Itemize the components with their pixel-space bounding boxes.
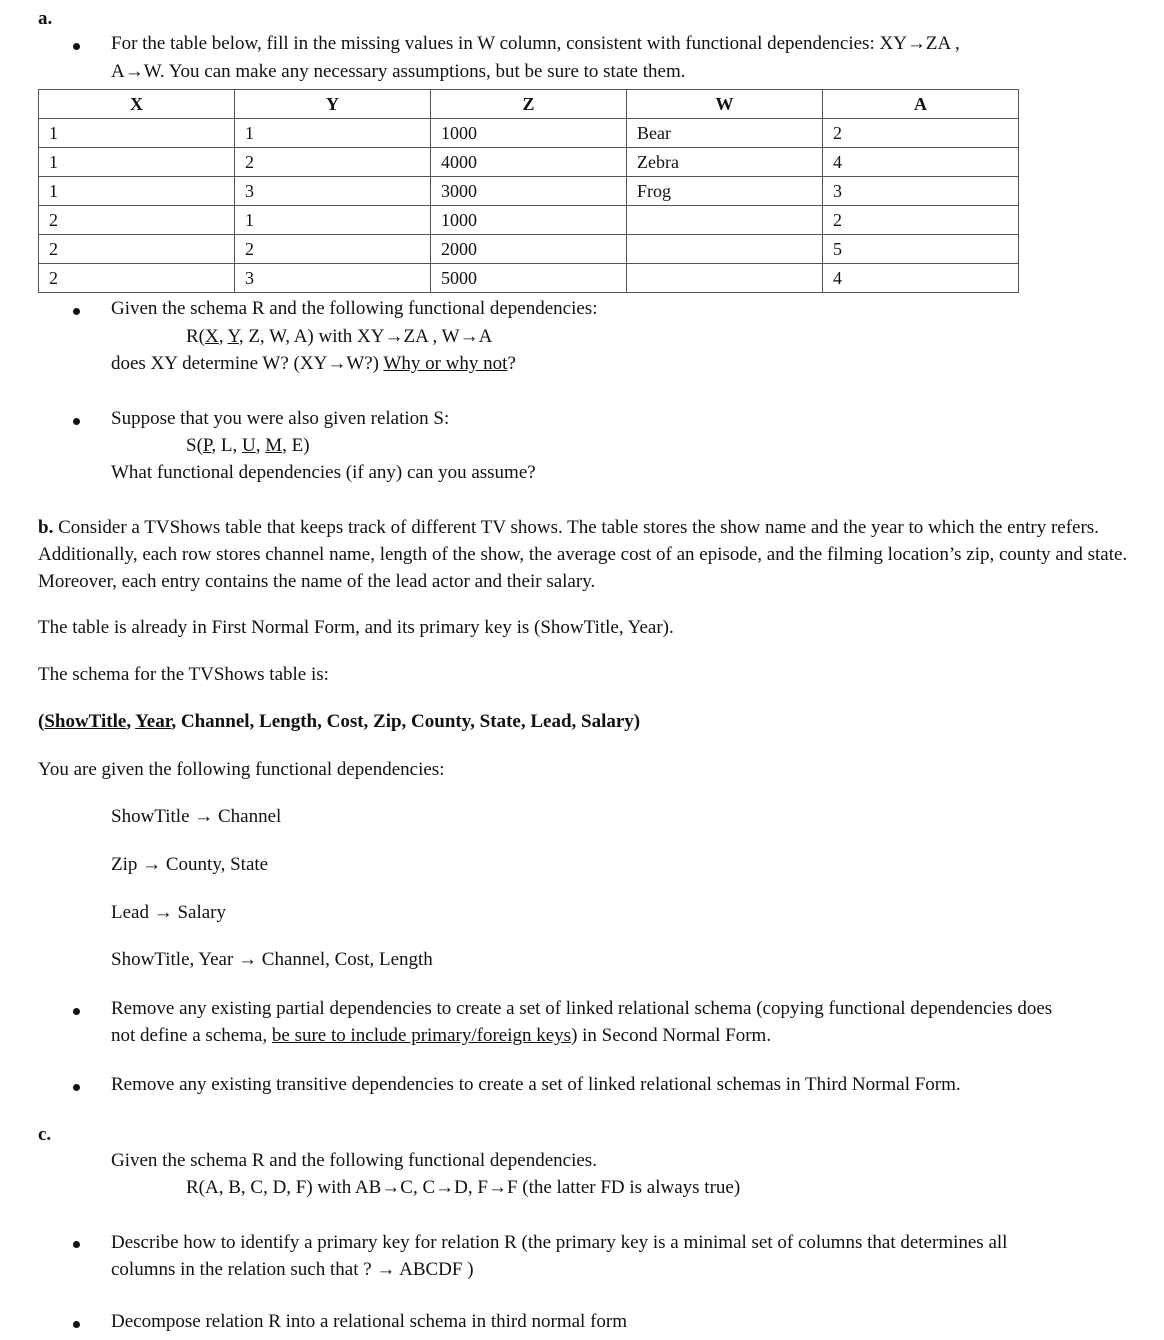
col-header-z: Z xyxy=(431,90,627,119)
c-schema: R(A, B, C, D, F) with AB→C, C→D, F→F (the latter FD is always true) xyxy=(186,1177,741,1198)
cell-x: 2 xyxy=(39,235,235,264)
schema-open: ( xyxy=(38,711,45,732)
schema-sep: , xyxy=(255,435,266,456)
schema-key-showtitle: ShowTitle xyxy=(44,711,127,732)
schema-prefix: S( xyxy=(186,435,203,456)
schema-prefix: R( xyxy=(186,326,205,347)
table-row xyxy=(39,264,1019,293)
table-header-row xyxy=(39,90,1019,119)
cell-z: 4000 xyxy=(431,148,627,177)
cell-x: 2 xyxy=(39,264,235,293)
cell-y: 2 xyxy=(235,235,431,264)
b-task1-line2 xyxy=(111,1025,771,1047)
col-header-x: X xyxy=(39,90,235,119)
a-bullet3-line1: Suppose that you were also given relation S: xyxy=(111,408,450,429)
schema-key-u: U xyxy=(241,435,256,456)
col-header-a: A xyxy=(823,90,1019,119)
why-or-why-not: Why or why not xyxy=(383,353,508,374)
cell-a: 2 xyxy=(823,206,1019,235)
cell-z: 5000 xyxy=(431,264,627,293)
b-fd-intro: You are given the following functional dependencies: xyxy=(38,759,445,780)
question-text: does XY determine W? (XY→W?) xyxy=(111,353,384,374)
cell-y: 1 xyxy=(235,119,431,148)
a-bullet3-line3: What functional dependencies (if any) can you assume? xyxy=(111,462,536,483)
cell-a: 5 xyxy=(823,235,1019,264)
c-task2: Decompose relation R into a relational schema in third normal form xyxy=(111,1311,628,1332)
bullet-icon xyxy=(73,43,80,50)
cell-x: 1 xyxy=(39,177,235,206)
schema-sep: , xyxy=(218,326,228,347)
question-mark: ? xyxy=(507,353,516,374)
bullet-icon xyxy=(73,1241,80,1248)
schema-key-x: X xyxy=(205,326,219,347)
cell-w: Zebra xyxy=(627,148,823,177)
cell-x: 2 xyxy=(39,206,235,235)
cell-x: 1 xyxy=(39,119,235,148)
cell-w xyxy=(627,264,823,293)
b-task1-line1: Remove any existing partial dependencies to create a set of linked relational schema (copying functional dependencies does xyxy=(111,998,1053,1019)
cell-z: 3000 xyxy=(431,177,627,206)
cell-w: Bear xyxy=(627,119,823,148)
bullet-icon xyxy=(73,418,80,425)
schema-rest: , Channel, Length, Cost, Zip, County, State, Lead, Salary) xyxy=(171,711,641,732)
cell-a: 4 xyxy=(823,264,1019,293)
task1-text: not define a schema, xyxy=(111,1025,272,1046)
schema-rest: , E) xyxy=(282,435,310,456)
cell-y: 3 xyxy=(235,177,431,206)
bullet-icon xyxy=(73,1008,80,1015)
table-row xyxy=(39,119,1019,148)
cell-x: 1 xyxy=(39,148,235,177)
a-bullet1-line1: For the table below, fill in the missing values in W column, consistent with functional dependencies: XY→ZA , xyxy=(111,33,960,54)
table-row xyxy=(39,235,1019,264)
data-table xyxy=(38,89,1019,293)
a-bullet2-line1: Given the schema R and the following functional dependencies: xyxy=(111,298,598,319)
col-header-y: Y xyxy=(235,90,431,119)
section-b-label: b. xyxy=(38,517,54,538)
c-given: Given the schema R and the following functional dependencies. xyxy=(111,1150,597,1171)
a-bullet2-question xyxy=(111,353,516,375)
table-row xyxy=(39,148,1019,177)
fd-item: ShowTitle, Year → Channel, Cost, Length xyxy=(111,949,433,970)
cell-a: 2 xyxy=(823,119,1019,148)
a-bullet1-line2: A→W. You can make any necessary assumptions, but be sure to state them. xyxy=(111,61,686,82)
cell-w xyxy=(627,206,823,235)
schema-l: , L, xyxy=(211,435,242,456)
section-a-label: a. xyxy=(38,8,53,29)
bullet-icon xyxy=(73,308,80,315)
cell-z: 1000 xyxy=(431,119,627,148)
b-task2: Remove any existing transitive dependencies to create a set of linked relational schemas in Third Normal Form. xyxy=(111,1074,961,1095)
c-task1-line2: columns in the relation such that ? → ABCDF ) xyxy=(111,1259,474,1280)
a-bullet3-schema xyxy=(186,435,310,457)
a-bullet2-schema xyxy=(186,326,492,348)
schema-key-p: P xyxy=(202,435,212,456)
schema-key-y: Y xyxy=(227,326,239,347)
section-c-label: c. xyxy=(38,1124,52,1145)
cell-y: 3 xyxy=(235,264,431,293)
b-intro-text: Consider a TVShows table that keeps track of different TV shows. The table stores the show name and the year to which the entry refers. Additionally, each row stores channel name, length of the show, the average cost of an episode, and the filming location’s zip, county and state. Moreover, each entry contains the name of the lead actor and their salary. xyxy=(38,517,1128,592)
cell-z: 1000 xyxy=(431,206,627,235)
schema-rest: , Z, W, A) with XY→ZA , W→A xyxy=(238,326,493,347)
bullet-icon xyxy=(73,1321,80,1328)
fd-item: ShowTitle → Channel xyxy=(111,806,282,827)
bullet-icon xyxy=(73,1084,80,1091)
cell-w: Frog xyxy=(627,177,823,206)
cell-y: 2 xyxy=(235,148,431,177)
fd-item: Lead → Salary xyxy=(111,902,227,923)
b-intro-paragraph xyxy=(38,514,1148,595)
schema-sep: , xyxy=(126,711,136,732)
table-row xyxy=(39,206,1019,235)
keys-emphasis: be sure to include primary/foreign keys xyxy=(271,1025,572,1046)
cell-a: 3 xyxy=(823,177,1019,206)
b-schema-intro: The schema for the TVShows table is: xyxy=(38,664,329,685)
b-first-nf: The table is already in First Normal Form, and its primary key is (ShowTitle, Year). xyxy=(38,617,674,638)
b-schema xyxy=(38,711,640,733)
schema-key-m: M xyxy=(265,435,283,456)
cell-w xyxy=(627,235,823,264)
table-row xyxy=(39,177,1019,206)
schema-key-year: Year xyxy=(135,711,172,732)
cell-z: 2000 xyxy=(431,235,627,264)
c-task1-line1: Describe how to identify a primary key for relation R (the primary key is a minimal set of columns that determines all xyxy=(111,1232,1008,1253)
cell-a: 4 xyxy=(823,148,1019,177)
task1-text-end: ) in Second Normal Form. xyxy=(571,1025,772,1046)
fd-item: Zip → County, State xyxy=(111,854,269,875)
col-header-w: W xyxy=(627,90,823,119)
cell-y: 1 xyxy=(235,206,431,235)
